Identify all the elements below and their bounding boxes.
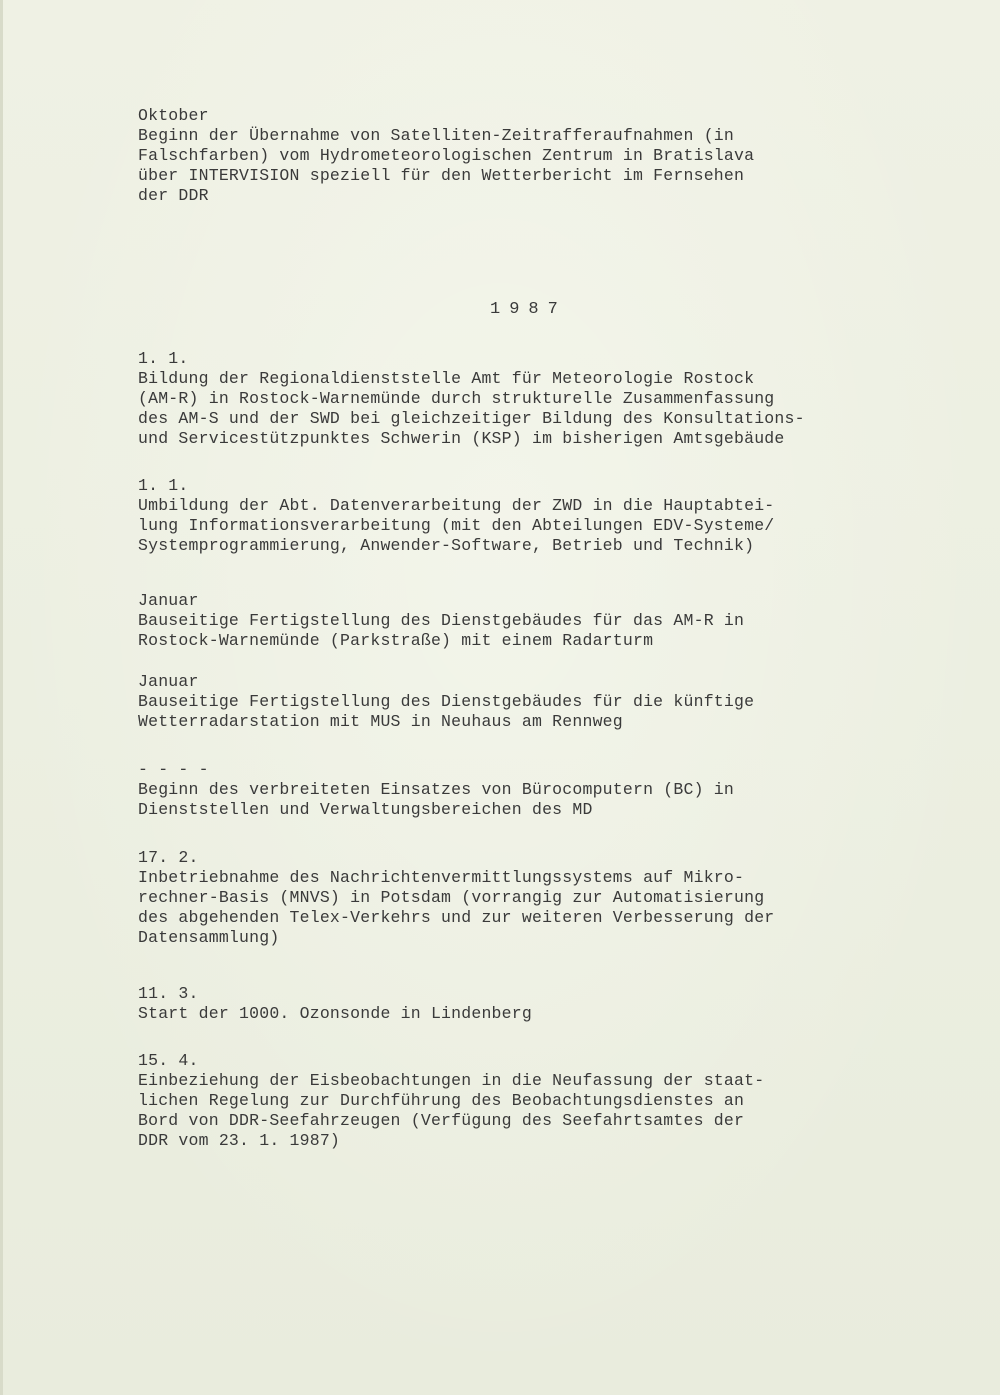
entry-line: Bauseitige Fertigstellung des Dienstgebäudes für das AM-R in <box>138 611 745 630</box>
entry-line: lung Informationsverarbeitung (mit den Abteilungen EDV-Systeme/ <box>138 516 775 535</box>
entry-line: Start der 1000. Ozonsonde in Lindenberg <box>138 1004 532 1023</box>
entry-line: Beginn des verbreiteten Einsatzes von Bürocomputern (BC) in <box>138 780 734 799</box>
entry-date: Januar <box>138 591 199 610</box>
entry-line: Umbildung der Abt. Datenverarbeitung der ZWD in die Hauptabtei- <box>138 496 775 515</box>
entry-line: Dienststellen und Verwaltungsbereichen des MD <box>138 800 593 819</box>
entry-nachrichtenvermittlung <box>138 848 938 948</box>
entry-dienstgebaeude-rostock <box>138 591 938 651</box>
entry-regionaldienststelle <box>138 349 938 449</box>
year-heading: 1987 <box>490 300 567 319</box>
entry-date: 11. 3. <box>138 984 199 1003</box>
entry-datenverarbeitung <box>138 476 938 556</box>
entry-line: Bauseitige Fertigstellung des Dienstgebäudes für die künftige <box>138 692 755 711</box>
entry-line: DDR vom 23. 1. 1987) <box>138 1131 341 1150</box>
entry-oktober-satellite <box>138 106 938 206</box>
entry-line: der DDR <box>138 186 209 205</box>
entry-line: Systemprogrammierung, Anwender-Software, Betrieb und Technik) <box>138 536 755 555</box>
entry-line: Bildung der Regionaldienststelle Amt für Meteorologie Rostock <box>138 369 755 388</box>
entry-line: Bord von DDR-Seefahrzeugen (Verfügung des Seefahrtsamtes der <box>138 1111 745 1130</box>
entry-eisbeobachtungen <box>138 1051 938 1151</box>
entry-line: Falschfarben) vom Hydrometeorologischen Zentrum in Bratislava <box>138 146 755 165</box>
entry-date: Oktober <box>138 106 209 125</box>
entry-line: Datensammlung) <box>138 928 280 947</box>
entry-line: über INTERVISION speziell für den Wetterbericht im Fernsehen <box>138 166 745 185</box>
entry-line: Rostock-Warnemünde (Parkstraße) mit einem Radarturm <box>138 631 654 650</box>
entry-date: 1. 1. <box>138 476 189 495</box>
entry-line: des abgehenden Telex-Verkehrs und zur weiteren Verbesserung der <box>138 908 775 927</box>
entry-line: lichen Regelung zur Durchführung des Beobachtungsdienstes an <box>138 1091 745 1110</box>
entry-buerocomputer <box>138 760 938 820</box>
entry-ozonsonde <box>138 984 938 1024</box>
entry-line: rechner-Basis (MNVS) in Potsdam (vorrangig zur Automatisierung <box>138 888 765 907</box>
page-edge <box>0 0 3 1395</box>
entry-date: Januar <box>138 672 199 691</box>
entry-line: und Servicestützpunktes Schwerin (KSP) im bisherigen Amtsgebäude <box>138 429 785 448</box>
entry-date: 1. 1. <box>138 349 189 368</box>
entry-line: des AM-S und der SWD bei gleichzeitiger Bildung des Konsultations- <box>138 409 805 428</box>
entry-line: (AM-R) in Rostock-Warnemünde durch strukturelle Zusammenfassung <box>138 389 775 408</box>
entry-line: Inbetriebnahme des Nachrichtenvermittlungssystems auf Mikro- <box>138 868 745 887</box>
entry-wetterradarstation <box>138 672 938 732</box>
entry-date: 17. 2. <box>138 848 199 867</box>
entry-date: - - - - <box>138 760 209 779</box>
entry-date: 15. 4. <box>138 1051 199 1070</box>
entry-line: Beginn der Übernahme von Satelliten-Zeitrafferaufnahmen (in <box>138 126 734 145</box>
entry-line: Einbeziehung der Eisbeobachtungen in die Neufassung der staat- <box>138 1071 765 1090</box>
entry-line: Wetterradarstation mit MUS in Neuhaus am Rennweg <box>138 712 623 731</box>
